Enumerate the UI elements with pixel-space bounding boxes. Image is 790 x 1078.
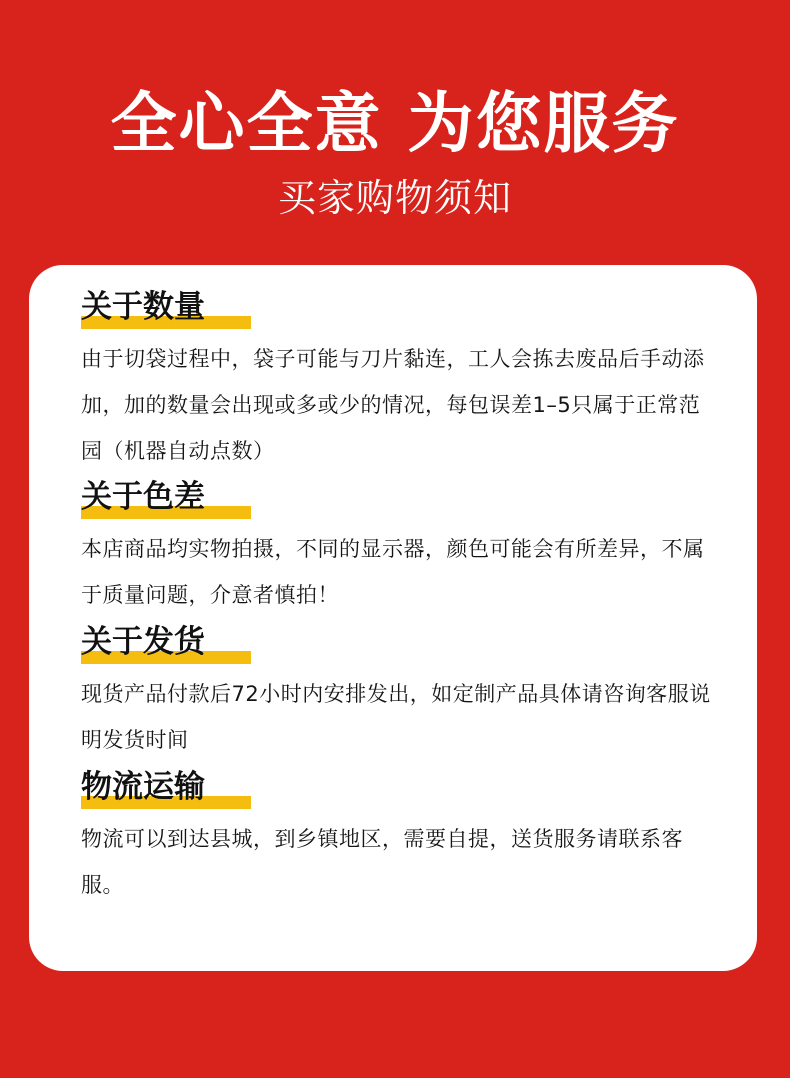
headline: 全心全意 为您服务 (110, 85, 680, 162)
section-body-color-difference: 本店商品均实物拍摄，不同的显示器，颜色可能会有所差异，不属于质量问题，介意者慎拍！ (81, 537, 705, 607)
section-title-text: 关于数量 (81, 289, 205, 325)
section-body-quantity: 由于切袋过程中，袋子可能与刀片黏连，工人会拣去废品后手动添加，加的数量会出现或多或少的情况，每包误差1–5只属于正常范园（机器自动点数） (81, 347, 705, 463)
section-title-quantity (81, 285, 251, 329)
section-color-difference (81, 475, 721, 618)
section-title-text: 物流运输 (81, 769, 205, 805)
section-title-shipping (81, 620, 251, 664)
section-logistics (81, 765, 721, 908)
section-title-logistics (81, 765, 251, 809)
section-title-color-difference (81, 475, 251, 519)
subheadline: 买家购物须知 (277, 176, 512, 220)
section-title-text: 关于色差 (81, 479, 205, 515)
section-title-text: 关于发货 (81, 624, 205, 660)
section-body-shipping: 现货产品付款后72小时内安排发出，如定制产品具体请咨询客服说明发货时间 (81, 682, 711, 752)
section-body-logistics: 物流可以到达县城，到乡镇地区，需要自提，送货服务请联系客服。 (81, 827, 683, 897)
section-quantity (81, 285, 721, 474)
notice-card (29, 265, 757, 971)
section-shipping (81, 620, 721, 763)
